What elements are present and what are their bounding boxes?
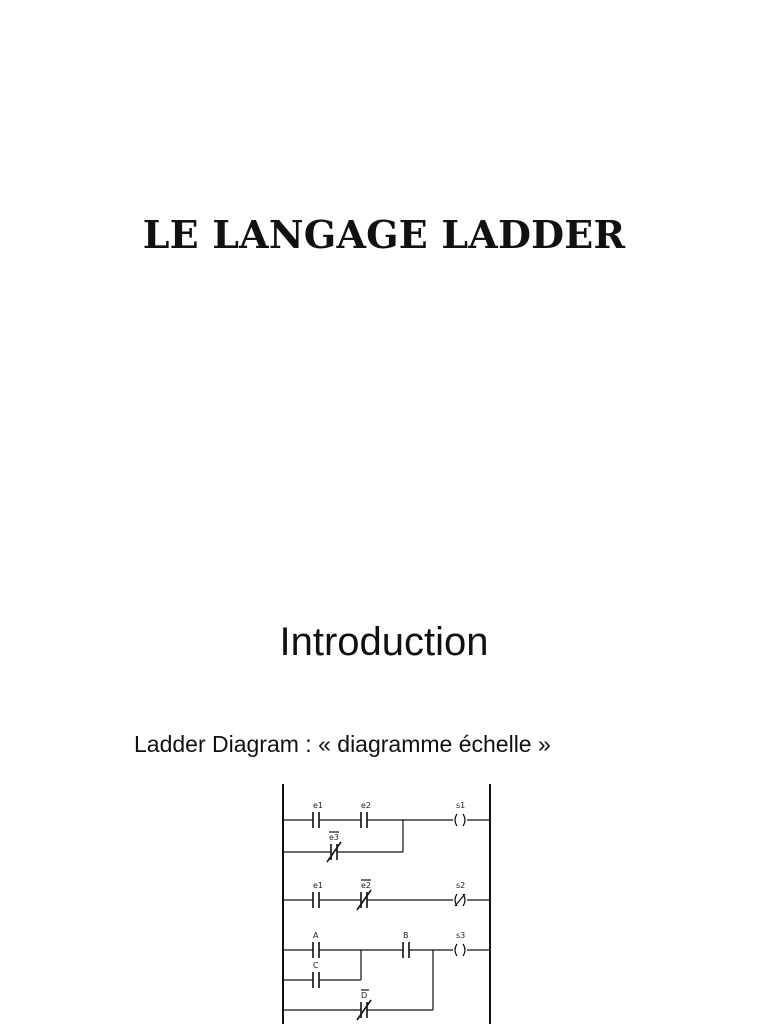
ladder-diagram-svg <box>275 784 505 1024</box>
coil-s3-left <box>455 944 457 956</box>
section-heading: Introduction <box>279 620 489 664</box>
coil-s1-right <box>463 814 465 826</box>
label-s3: s3 <box>456 931 466 940</box>
label-e2-mid: e2 <box>361 881 372 890</box>
label-s1: s1 <box>456 801 466 810</box>
label-b: B <box>403 931 409 940</box>
intro-text: Ladder Diagram : « diagramme échelle » <box>134 731 551 757</box>
label-d: D <box>361 991 368 1000</box>
coil-s3-right <box>463 944 465 956</box>
label-a: A <box>313 931 319 940</box>
label-e1-mid: e1 <box>313 881 324 890</box>
rung-2 <box>283 880 490 910</box>
label-e2-top: e2 <box>361 801 372 810</box>
label-e1-top: e1 <box>313 801 324 810</box>
slide-title: LE LANGAGE LADDER <box>142 212 626 257</box>
label-s2: s2 <box>456 881 466 890</box>
coil-s1-left <box>455 814 457 826</box>
label-e3: e3 <box>329 833 340 842</box>
rung-3 <box>283 931 490 1020</box>
label-c: C <box>313 961 319 970</box>
rung-1 <box>283 801 490 862</box>
introduction-slide <box>0 576 768 1024</box>
ladder-diagram <box>275 784 505 1024</box>
